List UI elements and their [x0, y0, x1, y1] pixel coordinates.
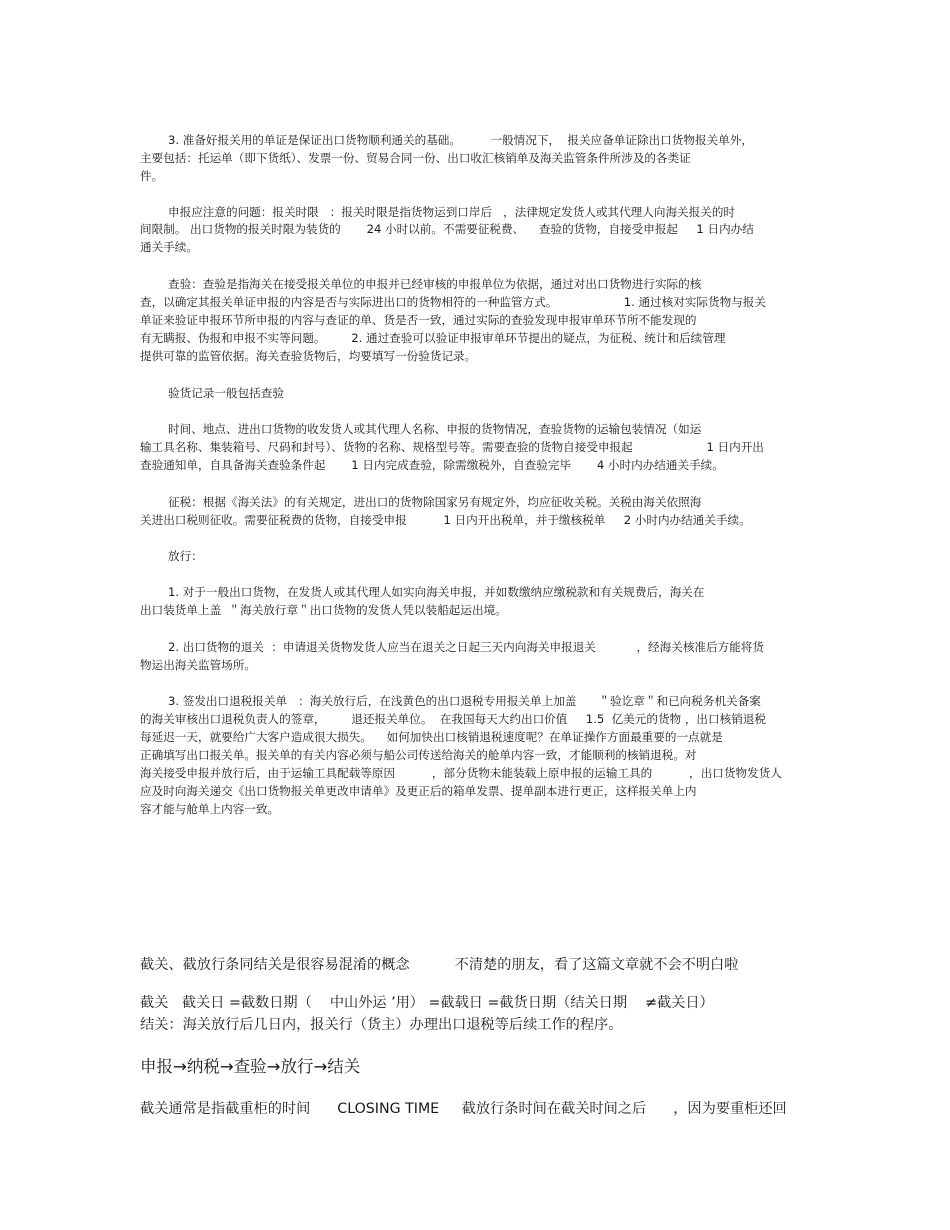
para-2-line-2: 间限制。 出口货物的报关时限为装货的 24 小时以前。不需要征税费、 查验的货物，自接受申报起 1 日内办结	[140, 222, 754, 236]
para-6-line-1: 征税：根据《海关法》的有关规定，进出口的货物除国家另有规定外，均应征收关税。关税由海关依照海	[168, 495, 702, 509]
para-5-line-3: 查验通知单，自具备海关查验条件起 1 日内完成查验，除需缴税外，自查验完毕 4 小时内办结通关手续。	[140, 458, 724, 472]
para-2-line-3: 通关手续。	[140, 240, 198, 254]
process-flow-line: 申报→纳税→查验→放行→结关	[140, 1057, 361, 1076]
para-10-line-5: 海关接受申报并放行后，由于运输工具配载等原因 ，部分货物未能装载上原申报的运输工具的 ，出口货物发货人	[140, 766, 782, 780]
para-9-line-2: 物运出海关监管场所。	[140, 658, 256, 672]
para-11-line-1: 截关、截放行条同结关是很容易混淆的概念 不清楚的朋友，看了这篇文章就不会不明白啦	[140, 957, 739, 973]
para-5-line-1: 时间、地点、进出口货物的收发货人或其代理人名称、申报的货物情况，查验货物的运输包装情况（如运	[168, 422, 702, 436]
para-14-line-1: 截关通常是指截重柜的时间 CLOSING TIME 截放行条时间在截关时间之后 ，因为要重柜还回	[140, 1101, 787, 1117]
para-8-line-1: 1. 对于一般出口货物，在发货人或其代理人如实向海关申报，并如数缴纳应缴税款和有关规费后，海关在	[168, 585, 705, 599]
para-1-line-2: 主要包括：托运单（即下货纸）、发票一份、贸易合同一份、出口收汇核销单及海关监管条件所涉及的各类证	[140, 151, 691, 165]
para-10-line-6: 应及时向海关递交《出口货物报关单更改申请单》及更正后的箱单发票、提单副本进行更正，这样报关单上内	[140, 784, 697, 798]
para-1-line-1: 3. 准备好报关用的单证是保证出口货物顺利通关的基础。 一般情况下， 报关应备单证除出口货物报关单外，	[168, 133, 753, 147]
para-9-line-1: 2. 出口货物的退关 ：申请退关货物发货人应当在退关之日起三天内向海关申报退关 ，经海关核准后方能将货	[168, 640, 764, 654]
para-5-line-2: 输工具名称、集装箱号、尺码和封号）、货物的名称、规格型号等。需要查验的货物自接受申报起 1 日内开出	[140, 440, 764, 454]
para-6-line-2: 关进出口税则征收。需要征税费的货物，自接受申报 1 日内开出税单，并于缴核税单 2 小时内办结通关手续。	[140, 513, 751, 527]
para-1-line-3: 件。	[140, 169, 164, 183]
para-7-line-1: 放行：	[168, 549, 203, 563]
para-3-line-5: 提供可靠的监管依据。海关查验货物后，均要填写一份验货记录。	[140, 349, 477, 363]
para-3-line-4: 有无瞒报、伪报和申报不实等问题。 2. 通过查验可以验证申报审单环节提出的疑点，为征税、统计和后续管理	[140, 331, 726, 345]
para-2-line-1: 申报应注意的问题：报关时限 ：报关时限是指货物运到口岸后 ，法律规定发货人或其代理人向海关报关的时	[168, 205, 736, 219]
para-3-line-3: 单证来验证申报环节所申报的内容与查证的单、货是否一致，通过实际的查验发现申报审单环节所不能发现的	[140, 313, 697, 327]
para-10-line-4: 正确填写出口报关单。报关单的有关内容必须与船公司传送给海关的舱单内容一致，才能顺利的核销退税。对	[140, 748, 697, 762]
para-8-line-2: 出口装货单上盖 ＂海关放行章＂出口货物的发货人凭以装船起运出境。	[140, 603, 507, 617]
para-10-line-3: 每延迟一天，就要给广大客户造成很大损失。 如何加快出口核销退税速度呢？在单证操作方面最重要的一点就是	[140, 730, 723, 744]
para-10-line-1: 3. 签发出口退税报关单 ：海关放行后，在浅黄色的出口退税专用报关单上加盖 ＂验讫章＂和已向税务机关备案	[168, 694, 761, 708]
para-12-line-1: 截关 截关日 =截数日期（ 中山外运 ’用） =截载日 =截货日期（结关日期 ≠截关日）	[140, 995, 714, 1011]
para-10-line-2: 的海关审核出口退税负责人的签章， 退还报关单位。 在我国每天大约出口价值 1.5 亿美元的货物 ，出口核销退税	[140, 712, 766, 726]
para-4-line-1: 验货记录一般包括查验	[168, 386, 284, 400]
para-3-line-1: 查验：查验是指海关在接受报关单位的申报并已经审核的申报单位为依据，通过对出口货物进行实际的核	[168, 277, 702, 291]
para-10-line-7: 容才能与舱单上内容一致。	[140, 802, 280, 816]
para-12-line-2: 结关：海关放行后几日内，报关行（货主）办理出口退税等后续工作的程序。	[140, 1017, 623, 1033]
para-3-line-2: 查，以确定其报关单证申报的内容是否与实际进出口的货物相符的一种监管方式。 1. 通过核对实际货物与报关	[140, 295, 766, 309]
